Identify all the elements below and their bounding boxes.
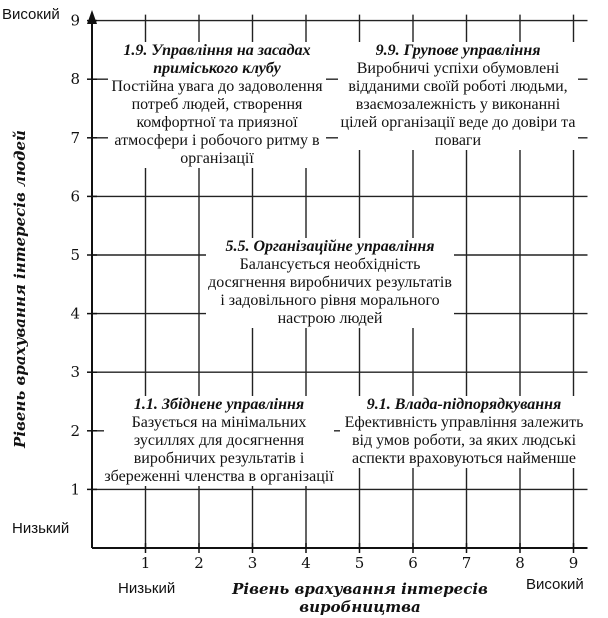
- y-axis-high-label: Високий: [2, 6, 60, 23]
- style-1-1-heading: 1.1. Збіднене управління: [133, 396, 305, 413]
- x-tick-label: 4: [301, 554, 311, 572]
- style-9-9-heading: 9.9. Групове управління: [375, 42, 541, 59]
- style-9-1-heading: 9.1. Влада-підпорядкування: [366, 396, 562, 413]
- style-9-9-description: Виробничі успіхи обумовлені відданими своїй роботі людьми, взаємозалежність у виконанні цілей організації веде до довіри та поваги: [340, 60, 576, 149]
- style-1-1-description: Базується на мінімальних зусиллях для досягнення виробничих результатів і збереженні членства в організації: [104, 414, 334, 485]
- style-9-1-description: Ефективність управління залежить від умов роботи, за яких людські аспекти враховуються найменше: [344, 414, 584, 467]
- style-5-5-block: [206, 238, 454, 328]
- x-axis-title: Рівень врахування інтересів виробництва: [232, 580, 488, 616]
- y-axis-title: Рівень врахування інтересів людей: [11, 130, 29, 448]
- x-tick-label: 3: [247, 554, 258, 572]
- y-tick-label: 2: [70, 421, 80, 440]
- x-tick-label: 7: [461, 554, 472, 572]
- x-axis-high-label: Високий: [526, 576, 584, 593]
- y-tick-label: 1: [70, 480, 80, 499]
- x-tick-label: 8: [515, 554, 525, 572]
- y-tick-label: 4: [70, 304, 80, 323]
- y-axis-low-label: Низький: [12, 520, 70, 537]
- x-tick-label: 6: [408, 554, 418, 572]
- y-axis-arrow-icon: [87, 10, 97, 24]
- x-tick-label: 9: [568, 554, 579, 572]
- y-tick-label: 7: [70, 128, 80, 147]
- y-tick-label: 9: [70, 11, 80, 30]
- x-tick-label: 5: [354, 554, 365, 572]
- style-1-9-heading: 1.9. Управління на засадах приміського клубу: [123, 42, 311, 77]
- style-1-9-description: Постійна увага до задоволення потреб людей, створення комфортної та приязної атмосфери і робочого ритму в організації: [111, 78, 323, 167]
- style-5-5-description: Балансується необхідність досягнення виробничих результатів і задовільного рівня морального настрою людей: [208, 256, 452, 327]
- style-1-1-block: [104, 396, 334, 486]
- style-9-9-block: [338, 42, 578, 150]
- y-tick-label: 6: [70, 187, 80, 206]
- y-tick-label: 3: [70, 363, 80, 382]
- style-5-5-heading: 5.5. Організаційне управління: [225, 238, 435, 255]
- style-1-9-block: [108, 42, 326, 168]
- style-9-1-block: [340, 396, 588, 468]
- y-tick-label: 5: [70, 246, 80, 264]
- y-tick-label: 8: [70, 70, 80, 89]
- x-axis-low-label: Низький: [118, 580, 176, 597]
- x-tick-label: 1: [140, 554, 151, 572]
- x-tick-label: 2: [194, 554, 204, 572]
